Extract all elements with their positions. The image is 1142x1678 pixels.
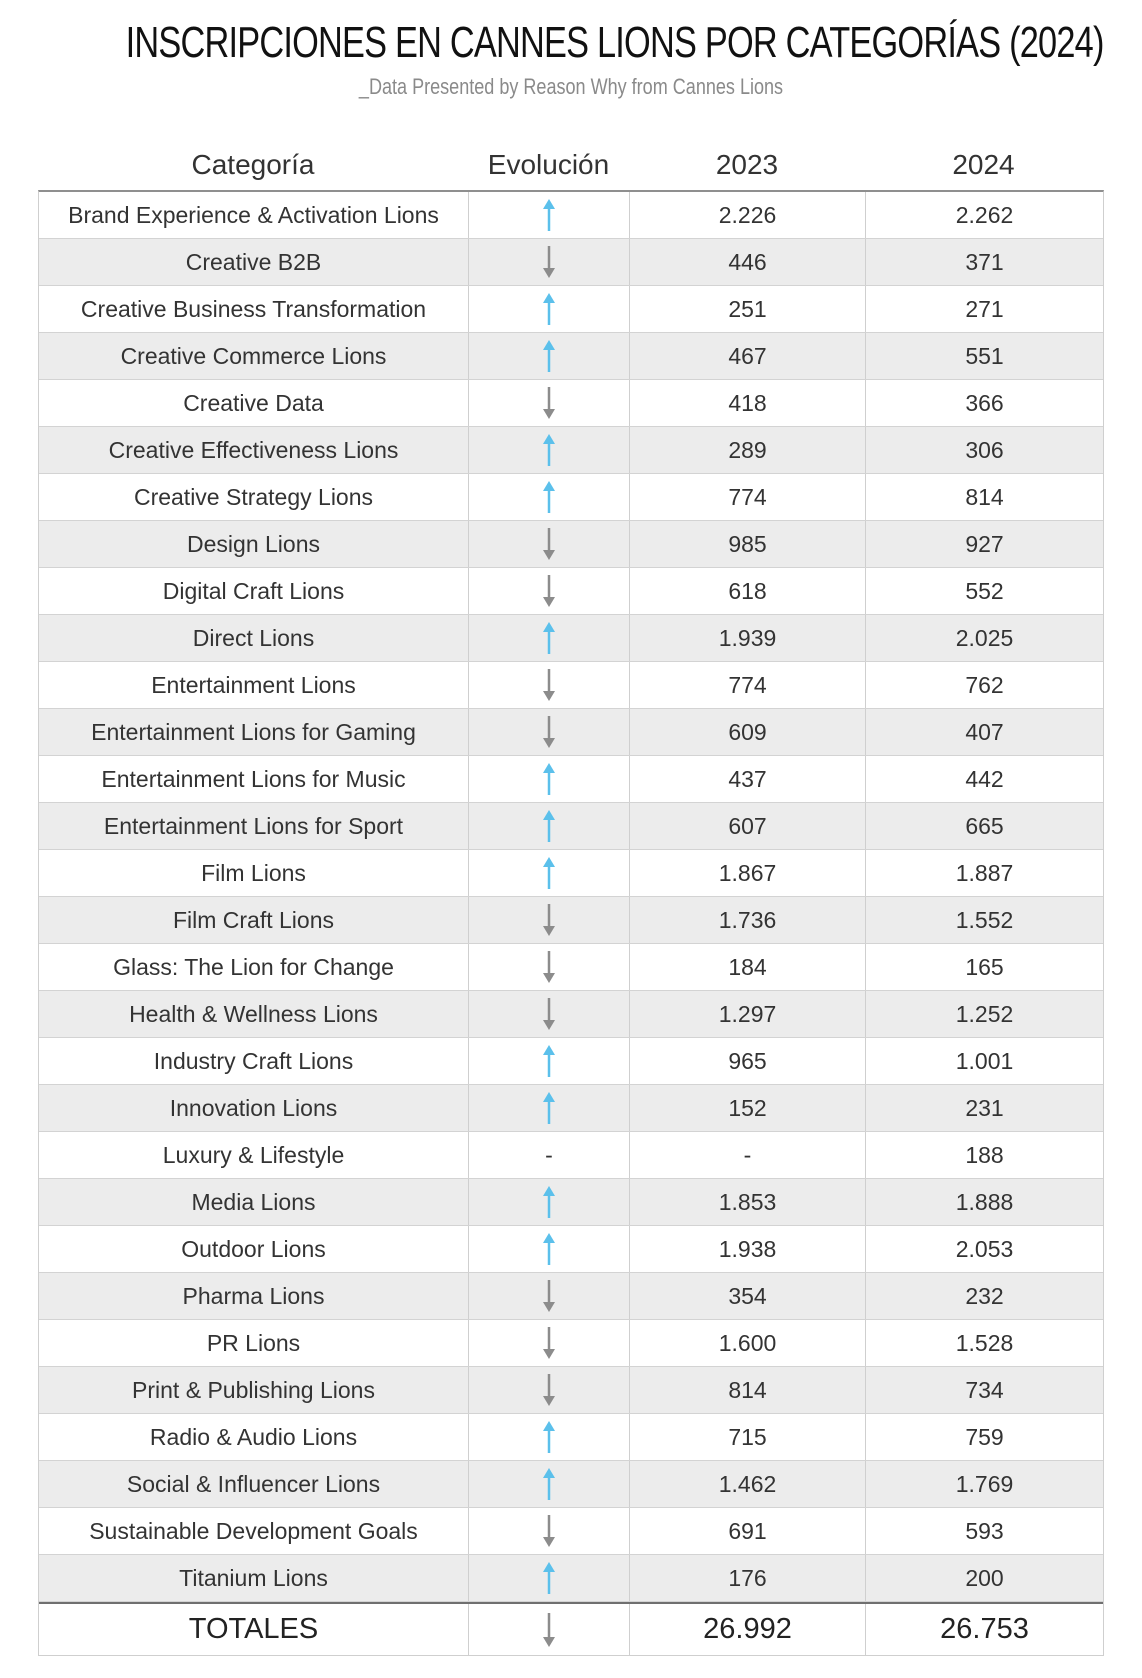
value-2023-cell: 152 [630,1085,866,1131]
arrow-up-icon [539,1044,559,1078]
category-cell: Film Lions [39,850,469,896]
table-row [39,1461,1103,1508]
category-cell: Outdoor Lions [39,1226,469,1272]
arrow-up-icon [539,339,559,373]
arrow-up-icon [539,480,559,514]
value-2024-cell: 442 [965,765,1004,792]
trend-cell [469,333,630,379]
value-2024-cell: 2.053 [955,1235,1014,1262]
category-cell: Creative Commerce Lions [39,333,469,379]
trend-cell [469,521,630,567]
value-2023-cell: 437 [630,756,866,802]
category-cell: Glass: The Lion for Change [39,944,469,990]
trend-cell [469,474,630,520]
arrow-down-icon [539,245,559,279]
table-row [39,944,1103,991]
arrow-down-icon [539,668,559,702]
category-cell: Sustainable Development Goals [39,1508,469,1554]
value-2023-cell: 965 [630,1038,866,1084]
table-row [39,709,1103,756]
trend-cell [469,756,630,802]
value-2023-cell: 1.853 [630,1179,866,1225]
value-2023-cell: 1.867 [630,850,866,896]
value-2024-cell: 1.888 [955,1188,1014,1215]
category-cell: Print & Publishing Lions [39,1367,469,1413]
value-2024-cell: 231 [965,1094,1004,1121]
table-header [38,140,1102,190]
value-2024-cell: 551 [965,342,1004,369]
value-2024-cell: 200 [965,1564,1004,1591]
arrow-down-icon [539,1279,559,1313]
arrow-down-icon [539,386,559,420]
arrow-up-icon [539,198,559,232]
table-row [39,1132,1103,1179]
value-2023-cell: 1.462 [630,1461,866,1507]
value-2023-cell: 184 [630,944,866,990]
value-2024-cell: 165 [965,953,1004,980]
value-2023-cell: 446 [630,239,866,285]
trend-cell [469,1555,630,1601]
value-2024-cell: 927 [965,530,1004,557]
value-2023-cell: 418 [630,380,866,426]
trend-cell [469,1085,630,1131]
totals-2023: 26.992 [630,1604,866,1655]
category-cell: Entertainment Lions [39,662,469,708]
table-row [39,850,1103,897]
trend-cell [469,1179,630,1225]
trend-cell [469,286,630,332]
category-cell: Pharma Lions [39,1273,469,1319]
value-2024-cell: 407 [965,718,1004,745]
arrow-up-icon [539,1561,559,1595]
table-row [39,333,1103,380]
value-2023-cell: 251 [630,286,866,332]
trend-cell [469,568,630,614]
table-row [39,1367,1103,1414]
value-2023-cell: 176 [630,1555,866,1601]
arrow-up-icon [539,292,559,326]
category-cell: Entertainment Lions for Music [39,756,469,802]
value-2023-cell: 354 [630,1273,866,1319]
arrow-up-icon [539,621,559,655]
trend-cell [469,1226,630,1272]
trend-cell [469,850,630,896]
arrow-down-icon [539,1373,559,1407]
value-2024-cell: 232 [965,1282,1004,1309]
trend-cell [469,615,630,661]
value-2023-cell: 774 [630,474,866,520]
value-2023-cell: 715 [630,1414,866,1460]
trend-cell [469,944,630,990]
category-cell: Creative Business Transformation [39,286,469,332]
trend-cell [469,1508,630,1554]
trend-cell [469,380,630,426]
value-2024-cell: 1.769 [955,1470,1014,1497]
table-row [39,427,1103,474]
category-cell: Creative Data [39,380,469,426]
table-row [39,474,1103,521]
arrow-down-icon [539,903,559,937]
table-row [39,1179,1103,1226]
value-2024-cell: 1.001 [955,1047,1014,1074]
trend-cell [469,1273,630,1319]
trend-cell [469,239,630,285]
trend-cell [469,1038,630,1084]
value-2023-cell: 1.736 [630,897,866,943]
trend-cell [469,1367,630,1413]
arrow-up-icon [539,1420,559,1454]
category-cell: PR Lions [39,1320,469,1366]
category-cell: Luxury & Lifestyle [39,1132,469,1178]
category-cell: Creative B2B [39,239,469,285]
arrow-up-icon [539,1232,559,1266]
value-2023-cell: 1.297 [630,991,866,1037]
table-row [39,380,1103,427]
category-cell: Film Craft Lions [39,897,469,943]
arrow-up-icon [539,1091,559,1125]
value-2023-cell: 691 [630,1508,866,1554]
trend-cell [469,1414,630,1460]
table-row [39,1555,1103,1602]
arrow-down-icon [539,527,559,561]
totals-trend-cell [469,1604,630,1655]
value-2024-cell: 593 [965,1517,1004,1544]
trend-cell [469,192,630,238]
table-row [39,662,1103,709]
value-2023-cell: 467 [630,333,866,379]
table-row [39,803,1103,850]
category-cell: Titanium Lions [39,1555,469,1601]
table-row [39,286,1103,333]
table-row [39,192,1103,239]
arrow-down-icon [539,1612,559,1648]
trend-cell: - [469,1132,630,1178]
arrow-down-icon [539,997,559,1031]
category-cell: Digital Craft Lions [39,568,469,614]
trend-cell [469,1461,630,1507]
table-row [39,521,1103,568]
category-cell: Industry Craft Lions [39,1038,469,1084]
totals-row [39,1602,1103,1656]
category-cell: Social & Influencer Lions [39,1461,469,1507]
value-2024-cell: 271 [965,295,1004,322]
value-2023-cell: 1.938 [630,1226,866,1272]
category-cell: Innovation Lions [39,1085,469,1131]
table-row [39,1508,1103,1555]
value-2024-cell: 2.262 [955,201,1014,228]
arrow-down-icon [539,715,559,749]
table-row [39,756,1103,803]
arrow-up-icon [539,856,559,890]
category-cell: Entertainment Lions for Sport [39,803,469,849]
table-row [39,1085,1103,1132]
arrow-down-icon [539,574,559,608]
table-row [39,991,1103,1038]
value-2024-cell: 759 [965,1423,1004,1450]
value-2024-cell: 734 [965,1376,1004,1403]
category-cell: Brand Experience & Activation Lions [39,192,469,238]
arrow-up-icon [539,433,559,467]
value-2023-cell: 814 [630,1367,866,1413]
value-2024-cell: 814 [965,483,1004,510]
category-cell: Entertainment Lions for Gaming [39,709,469,755]
table-row [39,897,1103,944]
table-row [39,568,1103,615]
value-2024-cell: 762 [965,671,1004,698]
header-evolucion: Evolución [487,149,610,180]
value-2024-cell: 1.528 [955,1329,1014,1356]
table-row [39,1414,1103,1461]
value-2024-cell: 665 [965,812,1004,839]
category-cell: Creative Effectiveness Lions [39,427,469,473]
header-categoria: Categoría [191,149,315,180]
value-2024-cell: 2.025 [955,624,1014,651]
value-2024-cell: 1.887 [955,859,1014,886]
value-2023-cell: 609 [630,709,866,755]
trend-cell [469,803,630,849]
trend-cell [469,991,630,1037]
value-2024-cell: 366 [965,389,1004,416]
value-2023-cell: 985 [630,521,866,567]
value-2024-cell: 1.552 [955,906,1014,933]
trend-cell [469,427,630,473]
value-2023-cell: - [630,1132,866,1178]
arrow-down-icon [539,950,559,984]
value-2024-cell: 552 [965,577,1004,604]
page-title: INSCRIPCIONES EN CANNES LIONS POR CATEGORÍAS (2024) [125,18,1104,67]
value-2023-cell: 289 [630,427,866,473]
value-2023-cell: 607 [630,803,866,849]
table-row [39,1320,1103,1367]
category-cell: Health & Wellness Lions [39,991,469,1037]
value-2023-cell: 1.939 [630,615,866,661]
value-2023-cell: 774 [630,662,866,708]
header-2023: 2023 [715,149,779,180]
value-2023-cell: 2.226 [630,192,866,238]
arrow-down-icon [539,1326,559,1360]
page-subtitle: _Data Presented by Reason Why from Cannes Lions [358,74,784,99]
trend-cell [469,897,630,943]
trend-cell [469,1320,630,1366]
value-2024-cell: 306 [965,436,1004,463]
trend-cell [469,709,630,755]
table-row [39,1038,1103,1085]
category-cell: Creative Strategy Lions [39,474,469,520]
arrow-up-icon [539,762,559,796]
trend-cell [469,662,630,708]
category-cell: Direct Lions [39,615,469,661]
value-2024-cell: 188 [965,1141,1004,1168]
table-row [39,615,1103,662]
value-2024-cell: 371 [965,248,1004,275]
category-cell: Radio & Audio Lions [39,1414,469,1460]
arrow-up-icon [539,1467,559,1501]
category-cell: Media Lions [39,1179,469,1225]
arrow-up-icon [539,1185,559,1219]
value-2023-cell: 1.600 [630,1320,866,1366]
table-row [39,1226,1103,1273]
totals-2024: 26.753 [940,1613,1029,1645]
totals-label: TOTALES [39,1604,469,1655]
table-row [39,239,1103,286]
data-table [38,190,1104,1656]
table-row [39,1273,1103,1320]
value-2024-cell: 1.252 [955,1000,1014,1027]
value-2023-cell: 618 [630,568,866,614]
arrow-down-icon [539,1514,559,1548]
arrow-up-icon [539,809,559,843]
header-2024: 2024 [952,149,1015,180]
category-cell: Design Lions [39,521,469,567]
